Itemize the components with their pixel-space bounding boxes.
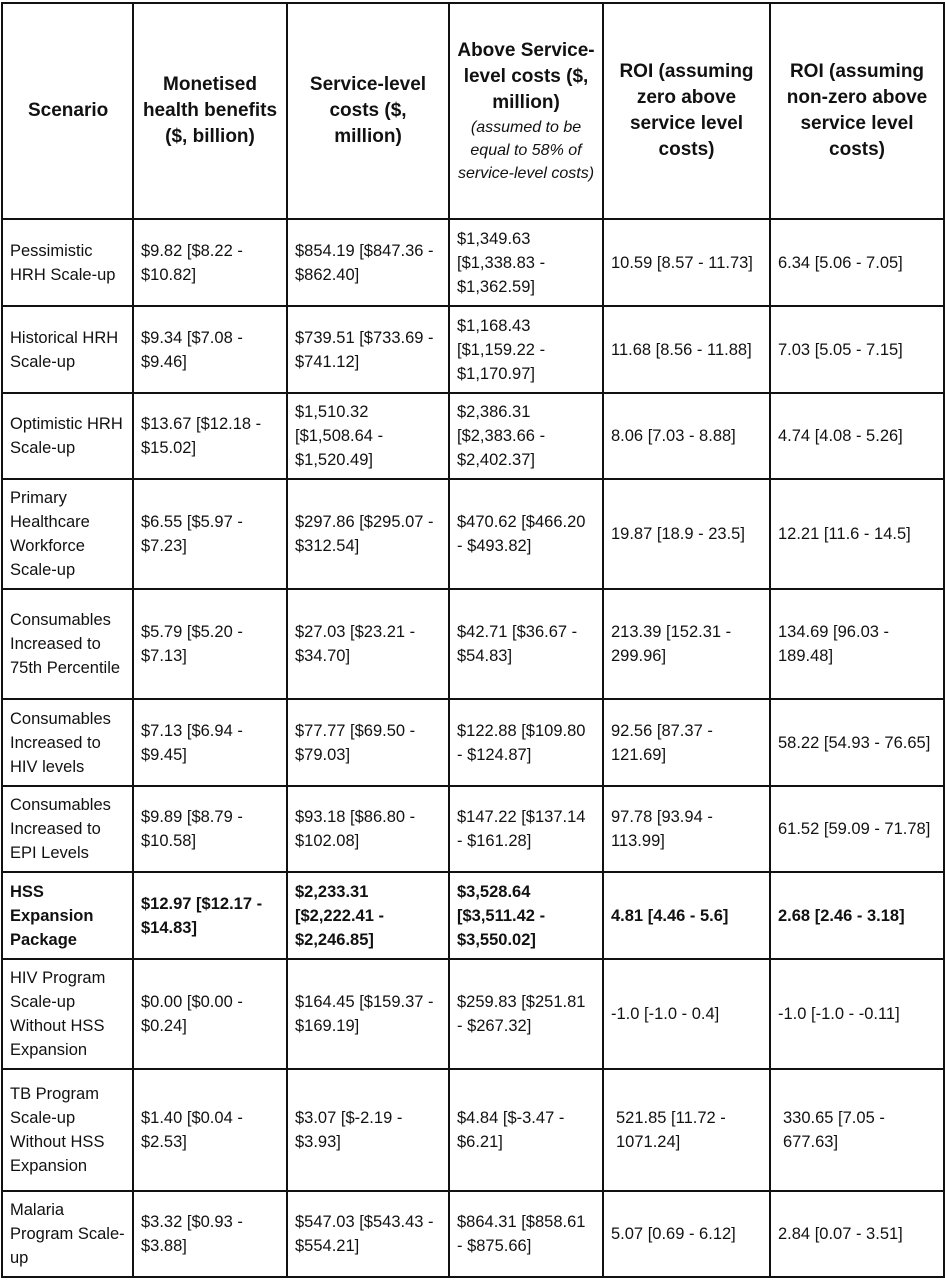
cell-service-costs: $93.18 [$86.80 - $102.08] <box>287 786 449 872</box>
cell-above-costs: $864.31 [$858.61 - $875.66] <box>449 1191 603 1277</box>
header-service-costs: Service-level costs ($, million) <box>287 3 449 219</box>
cell-benefits: $13.67 [$12.18 - $15.02] <box>133 393 287 479</box>
table-row <box>2 1069 944 1191</box>
cell-above-costs: $470.62 [$466.20 - $493.82] <box>449 479 603 589</box>
cell-benefits: $1.40 [$0.04 - $2.53] <box>133 1069 287 1191</box>
cell-above-costs: $2,386.31 [$2,383.66 - $2,402.37] <box>449 393 603 479</box>
table-row <box>2 589 944 699</box>
cell-roi-zero: 5.07 [0.69 - 6.12] <box>603 1191 770 1277</box>
header-row <box>2 3 944 219</box>
cell-roi-zero: 11.68 [8.56 - 11.88] <box>603 306 770 393</box>
cell-roi-zero: 8.06 [7.03 - 8.88] <box>603 393 770 479</box>
cell-service-costs: $854.19 [$847.36 - $862.40] <box>287 219 449 306</box>
cell-benefits: $9.34 [$7.08 - $9.46] <box>133 306 287 393</box>
cell-scenario: TB Program Scale-up Without HSS Expansion <box>2 1069 133 1191</box>
header-roi-nonzero: ROI (assuming non-zero above service level costs) <box>770 3 944 219</box>
cell-roi-zero: 213.39 [152.31 - 299.96] <box>603 589 770 699</box>
cell-above-costs: $122.88 [$109.80 - $124.87] <box>449 699 603 786</box>
table-row <box>2 786 944 872</box>
cell-service-costs: $2,233.31 [$2,222.41 - $2,246.85] <box>287 872 449 959</box>
cell-benefits: $7.13 [$6.94 - $9.45] <box>133 699 287 786</box>
cell-benefits: $12.97 [$12.17 - $14.83] <box>133 872 287 959</box>
table-row <box>2 959 944 1069</box>
cell-service-costs: $164.45 [$159.37 - $169.19] <box>287 959 449 1069</box>
header-roi-zero: ROI (assuming zero above service level costs) <box>603 3 770 219</box>
cell-roi-nonzero: 2.84 [0.07 - 3.51] <box>770 1191 944 1277</box>
cell-roi-nonzero: 58.22 [54.93 - 76.65] <box>770 699 944 786</box>
table-row-highlighted <box>2 872 944 959</box>
cell-scenario: Consumables Increased to HIV levels <box>2 699 133 786</box>
cell-roi-nonzero: 134.69 [96.03 - 189.48] <box>770 589 944 699</box>
header-benefits: Monetised health benefits ($, billion) <box>133 3 287 219</box>
cell-roi-zero: 97.78 [93.94 - 113.99] <box>603 786 770 872</box>
cell-roi-zero: 10.59 [8.57 - 11.73] <box>603 219 770 306</box>
cell-scenario: HIV Program Scale-up Without HSS Expansion <box>2 959 133 1069</box>
cell-above-costs: $1,168.43 [$1,159.22 - $1,170.97] <box>449 306 603 393</box>
cell-roi-nonzero: 330.65 [7.05 - 677.63] <box>770 1069 944 1191</box>
cell-service-costs: $77.77 [$69.50 - $79.03] <box>287 699 449 786</box>
cell-service-costs: $547.03 [$543.43 - $554.21] <box>287 1191 449 1277</box>
cell-roi-zero: 19.87 [18.9 - 23.5] <box>603 479 770 589</box>
roi-table <box>1 2 945 1278</box>
cell-service-costs: $1,510.32 [$1,508.64 - $1,520.49] <box>287 393 449 479</box>
table-row <box>2 1191 944 1277</box>
cell-roi-nonzero: -1.0 [-1.0 - -0.11] <box>770 959 944 1069</box>
cell-benefits: $9.82 [$8.22 - $10.82] <box>133 219 287 306</box>
table-row <box>2 393 944 479</box>
cell-service-costs: $739.51 [$733.69 - $741.12] <box>287 306 449 393</box>
cell-roi-nonzero: 12.21 [11.6 - 14.5] <box>770 479 944 589</box>
cell-service-costs: $297.86 [$295.07 - $312.54] <box>287 479 449 589</box>
cell-scenario: Optimistic HRH Scale-up <box>2 393 133 479</box>
cell-above-costs: $42.71 [$36.67 - $54.83] <box>449 589 603 699</box>
cell-scenario: Primary Healthcare Workforce Scale-up <box>2 479 133 589</box>
cell-roi-nonzero: 4.74 [4.08 - 5.26] <box>770 393 944 479</box>
cell-scenario: HSS Expansion Package <box>2 872 133 959</box>
table-row <box>2 306 944 393</box>
cell-roi-zero: 521.85 [11.72 - 1071.24] <box>603 1069 770 1191</box>
cell-above-costs: $4.84 [$-3.47 - $6.21] <box>449 1069 603 1191</box>
cell-scenario: Consumables Increased to EPI Levels <box>2 786 133 872</box>
cell-above-costs: $147.22 [$137.14 - $161.28] <box>449 786 603 872</box>
cell-service-costs: $3.07 [$-2.19 - $3.93] <box>287 1069 449 1191</box>
cell-benefits: $6.55 [$5.97 - $7.23] <box>133 479 287 589</box>
cell-roi-nonzero: 6.34 [5.06 - 7.05] <box>770 219 944 306</box>
cell-above-costs: $3,528.64 [$3,511.42 - $3,550.02] <box>449 872 603 959</box>
cell-scenario: Pessimistic HRH Scale-up <box>2 219 133 306</box>
cell-roi-nonzero: 61.52 [59.09 - 71.78] <box>770 786 944 872</box>
cell-benefits: $9.89 [$8.79 - $10.58] <box>133 786 287 872</box>
header-above-costs <box>449 3 603 219</box>
cell-roi-nonzero: 7.03 [5.05 - 7.15] <box>770 306 944 393</box>
header-above-costs-title: Above Service-level costs ($, million) <box>457 39 595 113</box>
cell-scenario: Malaria Program Scale-up <box>2 1191 133 1277</box>
cell-benefits: $5.79 [$5.20 - $7.13] <box>133 589 287 699</box>
cell-scenario: Consumables Increased to 75th Percentile <box>2 589 133 699</box>
cell-scenario: Historical HRH Scale-up <box>2 306 133 393</box>
cell-roi-zero: 92.56 [87.37 - 121.69] <box>603 699 770 786</box>
table-row <box>2 219 944 306</box>
cell-roi-nonzero: 2.68 [2.46 - 3.18] <box>770 872 944 959</box>
cell-benefits: $3.32 [$0.93 - $3.88] <box>133 1191 287 1277</box>
cell-roi-zero: -1.0 [-1.0 - 0.4] <box>603 959 770 1069</box>
table-row <box>2 479 944 589</box>
header-scenario: Scenario <box>2 3 133 219</box>
header-above-costs-note: (assumed to be equal to 58% of service-level costs) <box>457 118 595 182</box>
cell-roi-zero: 4.81 [4.46 - 5.6] <box>603 872 770 959</box>
table-row <box>2 699 944 786</box>
cell-service-costs: $27.03 [$23.21 - $34.70] <box>287 589 449 699</box>
cell-above-costs: $1,349.63 [$1,338.83 - $1,362.59] <box>449 219 603 306</box>
cell-above-costs: $259.83 [$251.81 - $267.32] <box>449 959 603 1069</box>
cell-benefits: $0.00 [$0.00 - $0.24] <box>133 959 287 1069</box>
